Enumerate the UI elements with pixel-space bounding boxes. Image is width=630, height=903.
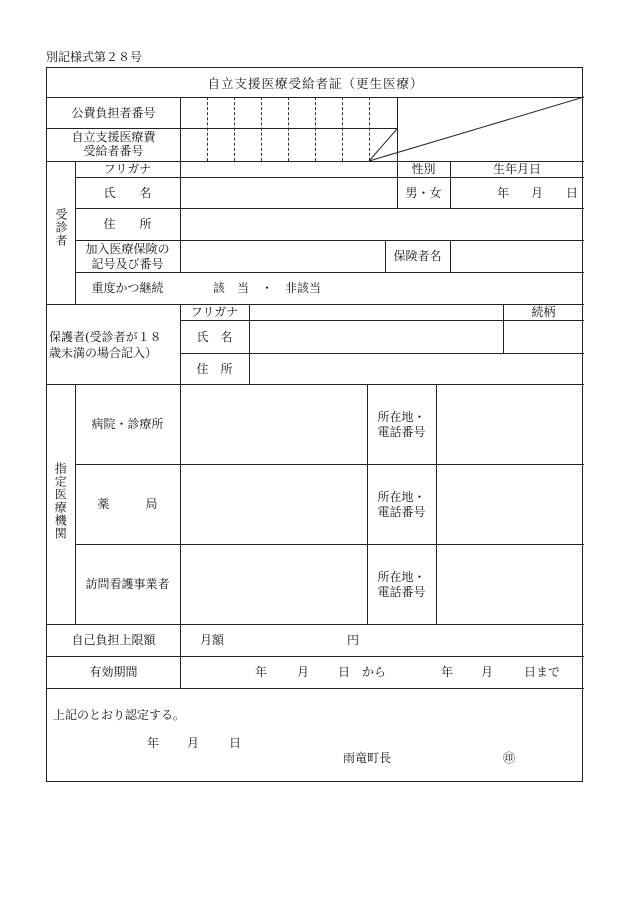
- severe-continuous-label: 重度かつ継続: [91, 281, 164, 295]
- institution-section-label: 指定医療機関: [53, 462, 68, 540]
- divider: [47, 624, 584, 625]
- patient-section-label: 受診者: [54, 208, 68, 247]
- diagonal-strike: [369, 129, 397, 161]
- patient-name-label: 氏 名: [103, 186, 152, 200]
- divider: [180, 320, 584, 321]
- validity-from-month: 月: [297, 665, 310, 679]
- location-phone-label: 所在地・: [377, 570, 426, 584]
- birth-month-label: 月: [531, 186, 544, 200]
- divider: [436, 384, 437, 624]
- divider: [180, 240, 181, 272]
- furigana-label: フリガナ: [103, 162, 152, 176]
- validity-to-year: 年: [441, 665, 454, 679]
- location-phone-label: 電話番号: [377, 585, 426, 599]
- recipient-number-label: 自立支援医療費: [71, 130, 156, 144]
- address-label: 住 所: [103, 217, 152, 231]
- divider: [450, 240, 451, 272]
- divider: [249, 304, 250, 384]
- divider: [180, 353, 584, 354]
- validity-to-month: 月: [481, 665, 494, 679]
- hospital-label: 病院・診療所: [91, 417, 164, 431]
- issuer-name: 雨竜町長: [343, 751, 392, 765]
- certificate-form: [46, 67, 583, 782]
- divider: [75, 464, 584, 465]
- insurance-label: 加入医療保険の: [85, 242, 170, 256]
- location-phone-label: 所在地・: [377, 410, 426, 424]
- page-title: 自立支援医療受給者証（更生医療）: [207, 76, 424, 91]
- location-phone-label: 所在地・: [377, 490, 426, 504]
- insurance-label: 記号及び番号: [91, 257, 164, 271]
- certify-text: 上記のとおり認定する。: [53, 708, 186, 722]
- guardian-name-label: 氏 名: [196, 330, 233, 344]
- divider: [47, 384, 584, 385]
- pharmacy-label: 薬 局: [97, 497, 158, 511]
- insurer-name-label: 保険者名: [393, 249, 442, 263]
- guardian-section-label: 歳未満の場合記入）: [49, 346, 158, 360]
- validity-from-day: 日 から: [338, 665, 387, 679]
- divider: [47, 688, 584, 689]
- yen-label: 円: [347, 633, 360, 647]
- location-phone-label: 電話番号: [377, 505, 426, 519]
- relation-label: 続柄: [531, 305, 556, 319]
- issue-day-label: 日: [229, 736, 242, 750]
- divider: [180, 624, 181, 688]
- copay-limit-label: 自己負担上限額: [71, 633, 156, 647]
- validity-label: 有効期間: [89, 665, 138, 679]
- gender-options: 男・女: [405, 186, 442, 200]
- divider: [75, 208, 584, 209]
- divider: [75, 544, 584, 545]
- guardian-address-label: 住 所: [196, 362, 233, 376]
- severe-continuous-options: 該 当 ・ 非該当: [213, 281, 322, 295]
- recipient-number-label: 受給者番号: [83, 144, 144, 158]
- gender-label: 性別: [411, 162, 436, 176]
- divider: [180, 384, 181, 624]
- guardian-furigana-label: フリガナ: [190, 305, 239, 319]
- divider: [75, 240, 584, 241]
- birth-year-label: 年: [497, 186, 510, 200]
- seal-mark: ㊞: [503, 751, 516, 765]
- divider: [47, 656, 584, 657]
- location-phone-label: 電話番号: [377, 425, 426, 439]
- validity-to-day: 日まで: [524, 665, 561, 679]
- diagonal-strike: [369, 97, 584, 161]
- divider: [75, 177, 584, 178]
- divider: [180, 161, 181, 240]
- issue-year-label: 年: [147, 736, 160, 750]
- public-payer-number-label: 公費負担者番号: [71, 106, 156, 120]
- validity-from-year: 年: [255, 665, 268, 679]
- divider: [75, 272, 584, 273]
- birthdate-label: 生年月日: [492, 162, 541, 176]
- guardian-section-label: 保護者(受診者が１８: [49, 330, 162, 344]
- issue-month-label: 月: [187, 736, 200, 750]
- birth-day-label: 日: [566, 186, 579, 200]
- monthly-label: 月額: [200, 633, 225, 647]
- form-number: 別記様式第２８号: [46, 50, 143, 64]
- nursing-label: 訪問看護事業者: [85, 577, 170, 591]
